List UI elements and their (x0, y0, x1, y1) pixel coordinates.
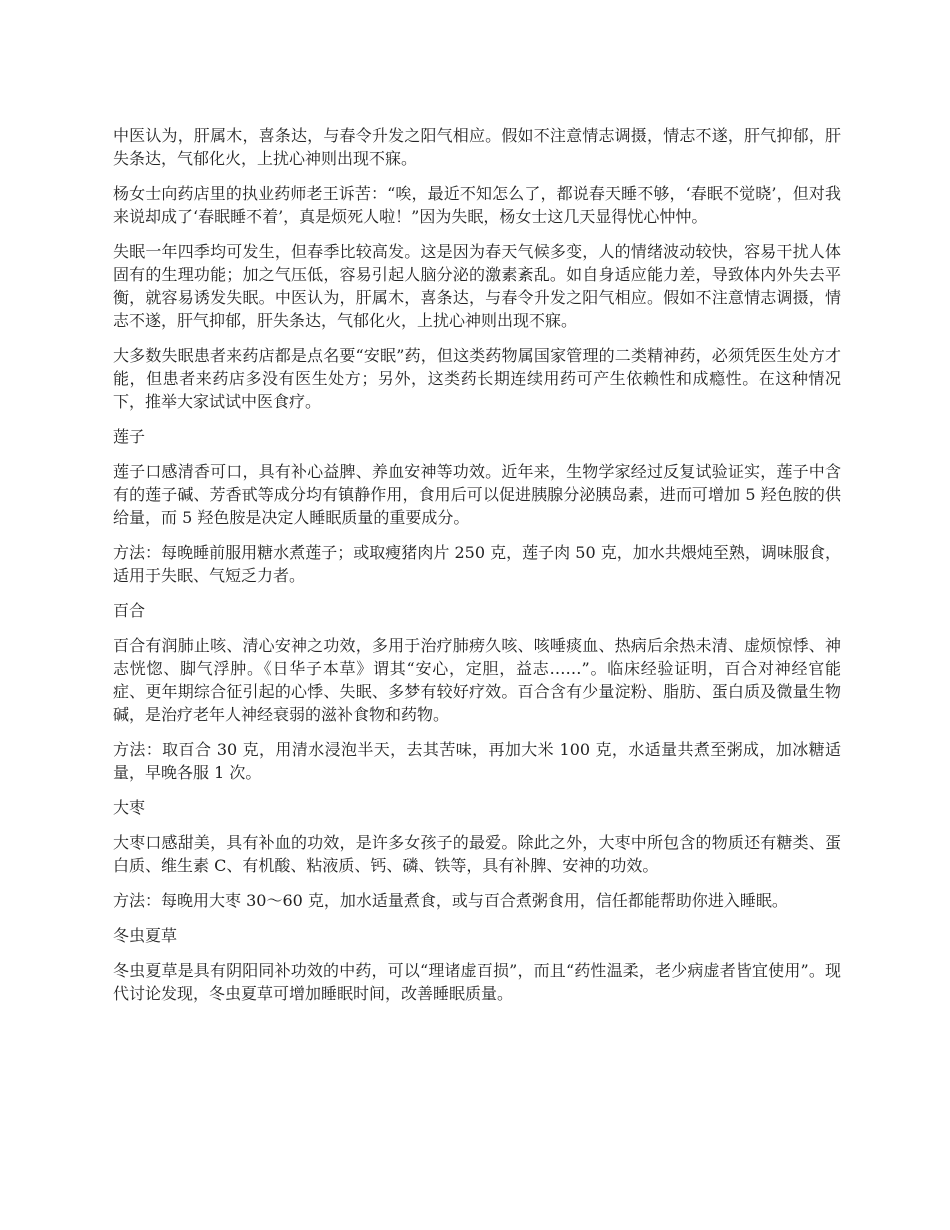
section-method: 方法：每晚睡前服用糖水煮莲子；或取瘦猪肉片 250 克，莲子肉 50 克，加水共煨炖至熟，调味服食，适用于失眠、气短乏力者。 (113, 543, 841, 585)
section-paragraph: 百合有润肺止咳、清心安神之功效，多用于治疗肺痨久咳、咳唾痰血、热病后余热未清、虚烦惊悸、神志恍惚、脚气浮肿。《日华子本草》谓其“安心，定胆，益志……”。临床经验证明，百合对神经官能症、更年期综合征引起的心悸、失眠、多梦有较好疗效。百合含有少量淀粉、脂肪、蛋白质及微量生物碱，是治疗老年人神经衰弱的滋补食物和药物。 (113, 636, 841, 724)
section-heading-cordyceps: 冬虫夏草 (113, 926, 178, 945)
section-heading-jujube: 大枣 (113, 798, 146, 817)
section-paragraph: 冬虫夏草是具有阴阳同补功效的中药，可以“理诸虚百损”，而且“药性温柔，老少病虚者皆宜使用”。现代讨论发现，冬虫夏草可增加睡眠时间，改善睡眠质量。 (113, 961, 841, 1003)
section-heading-lotus-seed: 莲子 (113, 427, 146, 446)
section-heading-lily: 百合 (113, 601, 146, 620)
intro-paragraph: 杨女士向药店里的执业药师老王诉苦：“唉，最近不知怎么了，都说春天睡不够，‘春眠不觉晓’，但对我来说却成了‘春眠睡不着’，真是烦死人啦！”因为失眠，杨女士这几天显得忧心忡忡。 (113, 184, 841, 226)
intro-paragraph: 大多数失眠患者来药店都是点名要“安眠”药，但这类药物属国家管理的二类精神药，必须凭医生处方才能，但患者来药店多没有医生处方；另外，这类药长期连续用药可产生依赖性和成瘾性。在这种情况下，推举大家试试中医食疗。 (113, 346, 841, 411)
intro-paragraph: 失眠一年四季均可发生，但春季比较高发。这是因为春天气候多变，人的情绪波动较快，容易干扰人体固有的生理功能；加之气压低，容易引起人脑分泌的激素紊乱。如自身适应能力差，导致体内外失去平衡，就容易诱发失眠。中医认为，肝属木，喜条达，与春令升发之阳气相应。假如不注意情志调摄，情志不遂，肝气抑郁，肝失条达，气郁化火，上扰心神则出现不寐。 (113, 242, 841, 330)
intro-paragraph: 中医认为，肝属木，喜条达，与春令升发之阳气相应。假如不注意情志调摄，情志不遂，肝气抑郁，肝失条达，气郁化火，上扰心神则出现不寐。 (113, 126, 841, 168)
document-body (113, 124, 841, 1017)
section-method: 方法：取百合 30 克，用清水浸泡半天，去其苦味，再加大米 100 克，水适量共煮至粥成，加冰糖适量，早晚各服 1 次。 (113, 740, 841, 782)
section-paragraph: 大枣口感甜美，具有补血的功效，是许多女孩子的最爱。除此之外，大枣中所包含的物质还有糖类、蛋白质、维生素 C、有机酸、粘液质、钙、磷、铁等，具有补脾、安神的功效。 (113, 833, 841, 875)
section-paragraph: 莲子口感清香可口，具有补心益脾、养血安神等功效。近年来，生物学家经过反复试验证实，莲子中含有的莲子碱、芳香甙等成分均有镇静作用，食用后可以促进胰腺分泌胰岛素，进而可增加 5 羟色胺的供给量，而 5 羟色胺是决定人睡眠质量的重要成分。 (113, 462, 841, 527)
section-method: 方法：每晚用大枣 30～60 克，加水适量煮食，或与百合煮粥食用，信任都能帮助你进入睡眠。 (113, 891, 788, 910)
